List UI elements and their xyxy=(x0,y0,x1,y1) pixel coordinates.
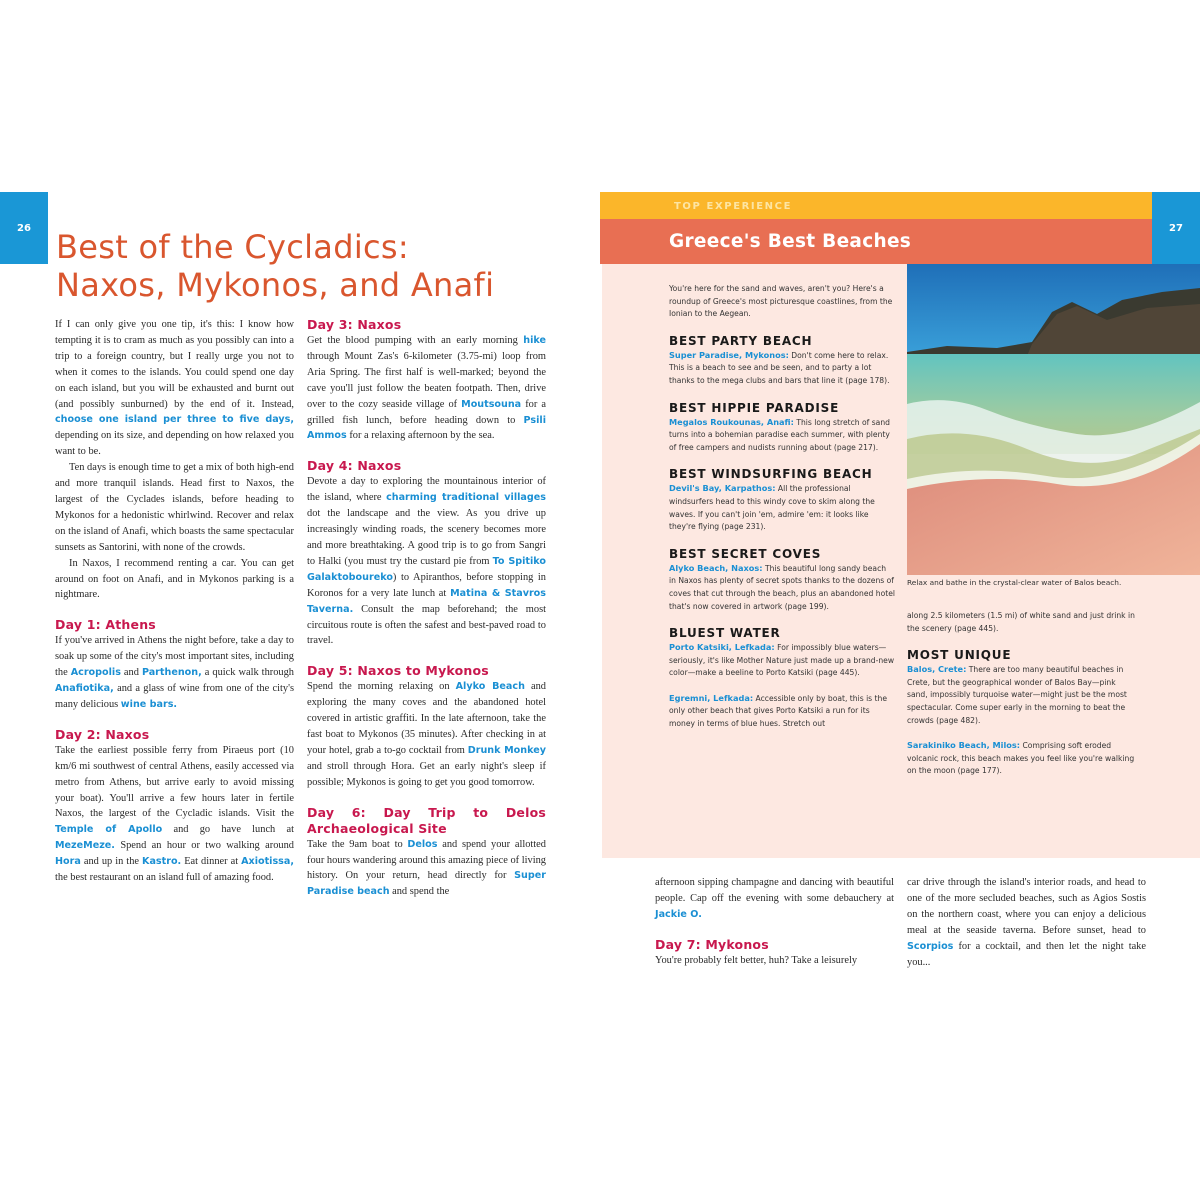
party-beach-entry xyxy=(669,349,895,388)
text: and up in the xyxy=(80,856,143,868)
title-line-2: Naxos, Mykonos, and Anafi xyxy=(56,266,495,304)
secret-coves-entry xyxy=(669,562,895,613)
text: This beautiful long sandy beach in Naxos has plenty of secret spots thanks to the dozens of coves that cut through the beach, plus an abandoned hotel that's now covered in artwork (page 199). xyxy=(669,563,895,611)
text: Accessible only by boat, this is the only other beach that gives Porto Katsiki a run for its money in terms of blue hues. Stretch out xyxy=(669,693,888,729)
heading-bluest-water: BLUEST WATER xyxy=(669,626,781,641)
link-mezemeze[interactable]: MezeMeze. xyxy=(55,840,115,852)
link-hora[interactable]: Hora xyxy=(55,856,81,868)
text: There are too many beautiful beaches in Crete, but the geographical wonder of Balos Bay—pink sand, impossibly turquoise water—might just be the most spectacular. Come super early in the morning to beat the crowds (page 482). xyxy=(907,665,1127,725)
day-7-body: You're probably felt better, huh? Take a leisurely xyxy=(655,954,858,966)
hippie-paradise-entry xyxy=(669,416,895,455)
text: For impossibly blue waters—seriously, it's like Mother Nature just made up a brand-new color—make a beeline to Porto Katsiki (page 445). xyxy=(669,643,895,678)
link-anafiotika[interactable]: Anafiotika, xyxy=(55,683,114,695)
text: Comprising soft eroded volcanic rock, this beach makes you feel like you're walking on the moon (page 177). xyxy=(907,741,1135,776)
day-2-heading: Day 2: Naxos xyxy=(55,726,150,742)
text: for a grilled fish lunch, before heading down to xyxy=(307,398,546,426)
text: Take the 9am boat to xyxy=(307,838,408,850)
beach-photo xyxy=(907,264,1200,575)
text: Consult the map beforehand; the most circuitous route is often the safest and best-paved road to travel. xyxy=(307,603,546,647)
text: and stroll through Hora. Get an early night's sleep if possible; Mykonos is going to get you good tomorrow. xyxy=(307,760,546,788)
link-porto-katsiki[interactable]: Porto Katsiki, Lefkada: xyxy=(669,642,775,653)
feature-column-right xyxy=(907,610,1135,778)
text: Spend the morning relaxing on xyxy=(307,681,456,693)
link-jackie-o[interactable]: Jackie O. xyxy=(655,908,702,920)
egremni-entry xyxy=(669,692,895,731)
sarakiniko-entry xyxy=(907,739,1135,778)
heading-best-windsurfing-beach: BEST WINDSURFING BEACH xyxy=(669,467,873,482)
text: If I can only give you one tip, it's this: I know how tempting it is to cram as much as you possibly can into a trip to a foreign country, but I really urge you not to when it comes to the islands. You could spend one day on each island, but you will be exhausted and burnt out (and possibly sunburned) by the end of it. Instead, xyxy=(55,319,294,410)
link-to-spitiko[interactable]: To Spitiko Galaktoboureko xyxy=(307,555,546,583)
link-egremni[interactable]: Egremni, Lefkada: xyxy=(669,692,754,703)
link-super-paradise[interactable]: Super Paradise beach xyxy=(307,870,546,898)
page-number-text: 27 xyxy=(1169,222,1183,234)
text: and xyxy=(120,667,142,679)
feature-title: Greece's Best Beaches xyxy=(669,231,912,252)
link-super-paradise-mykonos[interactable]: Super Paradise, Mykonos: xyxy=(669,349,789,360)
heading-most-unique: MOST UNIQUE xyxy=(907,648,1012,663)
page-title xyxy=(56,228,576,304)
text: and spend the xyxy=(389,886,450,898)
day-7-continued xyxy=(907,875,1146,970)
text: Eat dinner at xyxy=(181,856,242,868)
link-delos[interactable]: Delos xyxy=(407,838,438,850)
heading-best-party-beach: BEST PARTY BEACH xyxy=(669,333,813,348)
text: Take the earliest possible ferry from Piraeus port (10 km/6 mi southwest of central Athens, easily accessed via metro from Athens, but arrive early to avoid missing your boat). You'll arrive a few hours later in fertile Naxos, the largest of the Cycladic islands. Visit the xyxy=(55,744,294,820)
text: depending on its size, and depending on how relaxed you want to be. xyxy=(55,430,294,458)
link-balos-crete[interactable]: Balos, Crete: xyxy=(907,664,967,675)
text: afternoon sipping champagne and dancing with beautiful people. Cap off the evening with some debauchery at xyxy=(655,877,894,904)
day-3-body xyxy=(307,333,546,444)
title-line-1: Best of the Cycladics: xyxy=(56,228,409,266)
text: Don't come here to relax. This is a beach to see and be seen, and to party a lot thanks to the mega clubs and bars that line it (page 178). xyxy=(669,350,890,385)
intro-paragraph-2: Ten days is enough time to get a mix of both high-end and more tranquil islands. Head first to Naxos, the largest of the Cyclades islands, before heading to Mykonos for a hedonistic whirlwind. Recover and relax on the island of Anafi, which boasts the same spectacular sunsets as Santorini, with none of the crowds. xyxy=(55,462,294,553)
text: for a cocktail, and then let the night take you... xyxy=(907,940,1146,968)
page-number-right xyxy=(1152,192,1200,264)
text: and spend your allotted four hours wandering around this amazing piece of living history. On your return, head directly for xyxy=(307,838,546,882)
link-kastro[interactable]: Kastro. xyxy=(142,856,182,868)
text: This long stretch of sand turns into a bohemian paradise each summer, with plenty of free campers and nudists running about (page 217). xyxy=(669,417,890,452)
link-temple-of-apollo[interactable]: Temple of Apollo xyxy=(55,824,163,836)
intro-paragraph-1 xyxy=(55,317,294,460)
text: Spend an hour or two walking around xyxy=(114,840,294,852)
text: ) to Apiranthos, before stopping in Koronos for a very late lunch at xyxy=(307,571,546,599)
link-choose-one-island[interactable]: choose one island per three to five days, xyxy=(55,414,294,426)
bluest-water-entry xyxy=(669,641,895,680)
link-alyko-beach[interactable]: Alyko Beach xyxy=(455,681,525,693)
intro-paragraph-3: In Naxos, I recommend renting a car. You can get around on foot on Anafi, and in Mykonos parking is a nightmare. xyxy=(55,557,294,601)
day-4-body xyxy=(307,474,546,649)
link-sarakiniko[interactable]: Sarakiniko Beach, Milos: xyxy=(907,740,1021,751)
page-number-text: 26 xyxy=(17,222,31,234)
egremni-continued: along 2.5 kilometers (1.5 mi) of white sand and just drink in the scenery (page 445). xyxy=(907,611,1135,633)
link-traditional-villages[interactable]: charming traditional villages xyxy=(386,492,546,504)
link-megalos-roukounas[interactable]: Megalos Roukounas, Anafi: xyxy=(669,416,794,427)
day-5-body xyxy=(307,679,546,790)
day-6-body xyxy=(307,837,546,901)
page-number-left xyxy=(0,192,48,264)
day-1-body xyxy=(55,633,294,713)
day-6-heading: Day 6: Day Trip to Delos Archaeological Site xyxy=(307,804,546,836)
text: a quick walk through xyxy=(201,667,295,679)
link-wine-bars[interactable]: wine bars. xyxy=(120,698,178,710)
feature-column-left xyxy=(669,283,895,731)
photo-caption: Relax and bathe in the crystal-clear water of Balos beach. xyxy=(907,578,1122,587)
text: Get the blood pumping with an early morning xyxy=(307,335,524,346)
most-unique-entry xyxy=(907,663,1135,727)
text: through Mount Zas's 6-kilometer (3.75-mi) loop from Aria Spring. The first half is well-marked; beyond the cave you'll just follow the beaten footpath. Then, drive over to the cozy seaside village of xyxy=(307,350,546,410)
day-1-heading: Day 1: Athens xyxy=(55,617,156,633)
text: All the professional windsurfers head to this windy cove to skim along the waves. If you can't join 'em, admire 'em: it looks like they're flying (page 231). xyxy=(669,484,875,532)
link-axiotissa[interactable]: Axiotissa, xyxy=(241,856,294,868)
link-alyko-beach-naxos[interactable]: Alyko Beach, Naxos: xyxy=(669,562,763,573)
feature-intro: You're here for the sand and waves, aren't you? Here's a roundup of Greece's most picturesque coastlines, from the Ionian to the Aegean. xyxy=(669,284,893,319)
heading-best-secret-coves: BEST SECRET COVES xyxy=(669,546,822,561)
text: and exploring the many coves and the abandoned hotel covered in artistic graffiti. In the late afternoon, take the fast boat to Mykonos (35 minutes). After checking in at your hotel, grab a to-go cocktail from xyxy=(307,681,546,756)
text: and go have lunch at xyxy=(162,824,294,836)
day-6-continued xyxy=(655,875,894,923)
day-5-heading: Day 5: Naxos to Mykonos xyxy=(307,663,489,679)
text: the best restaurant on an island full of amazing food. xyxy=(55,872,274,884)
text: Devote a day to exploring the mountainous interior of the island, where xyxy=(307,476,546,504)
beach-photo-image xyxy=(907,264,1200,575)
link-psili-ammos[interactable]: Psili Ammos xyxy=(307,414,546,442)
day-2-body xyxy=(55,743,294,886)
link-scorpios[interactable]: Scorpios xyxy=(907,940,954,952)
text: If you've arrived in Athens the night before, take a day to soak up some of the city's most important sites, including the xyxy=(55,635,294,679)
left-column-1 xyxy=(55,317,294,886)
link-acropolis[interactable]: Acropolis xyxy=(70,667,121,679)
text: and a glass of wine from one of the city's many delicious xyxy=(55,683,294,710)
link-matina-stavros[interactable]: Matina & Stavros Taverna. xyxy=(307,587,546,615)
day-3-heading: Day 3: Naxos xyxy=(307,317,402,332)
day-4-heading: Day 4: Naxos xyxy=(307,458,402,474)
kicker-label: TOP EXPERIENCE xyxy=(674,201,793,212)
right-column-2 xyxy=(907,875,1146,970)
link-devils-bay[interactable]: Devil's Bay, Karpathos: xyxy=(669,483,776,494)
heading-best-hippie-paradise: BEST HIPPIE PARADISE xyxy=(669,400,840,415)
text: for a relaxing afternoon by the sea. xyxy=(346,430,495,442)
text: dot the landscape and the view. As you drive up increasingly winding roads, the scenery becomes more and more breathtaking. A good trip is to go from Sangri to Halki (you must try the custard pie from xyxy=(307,508,546,567)
link-moutsouna[interactable]: Moutsouna xyxy=(461,398,522,410)
right-column-1 xyxy=(655,875,894,969)
windsurfing-entry xyxy=(669,482,895,533)
left-column-2 xyxy=(307,317,546,900)
link-hike[interactable]: hike xyxy=(523,335,546,346)
day-7-heading: Day 7: Mykonos xyxy=(655,936,769,952)
link-parthenon[interactable]: Parthenon, xyxy=(141,667,202,679)
text: car drive through the island's interior roads, and head to one of the more secluded beaches, such as Agios Sostis on the northern coast, where you can enjoy a delicious meal at the seaside taverna. Before sunset, head to xyxy=(907,877,1146,936)
link-drunk-monkey[interactable]: Drunk Monkey xyxy=(467,744,546,756)
